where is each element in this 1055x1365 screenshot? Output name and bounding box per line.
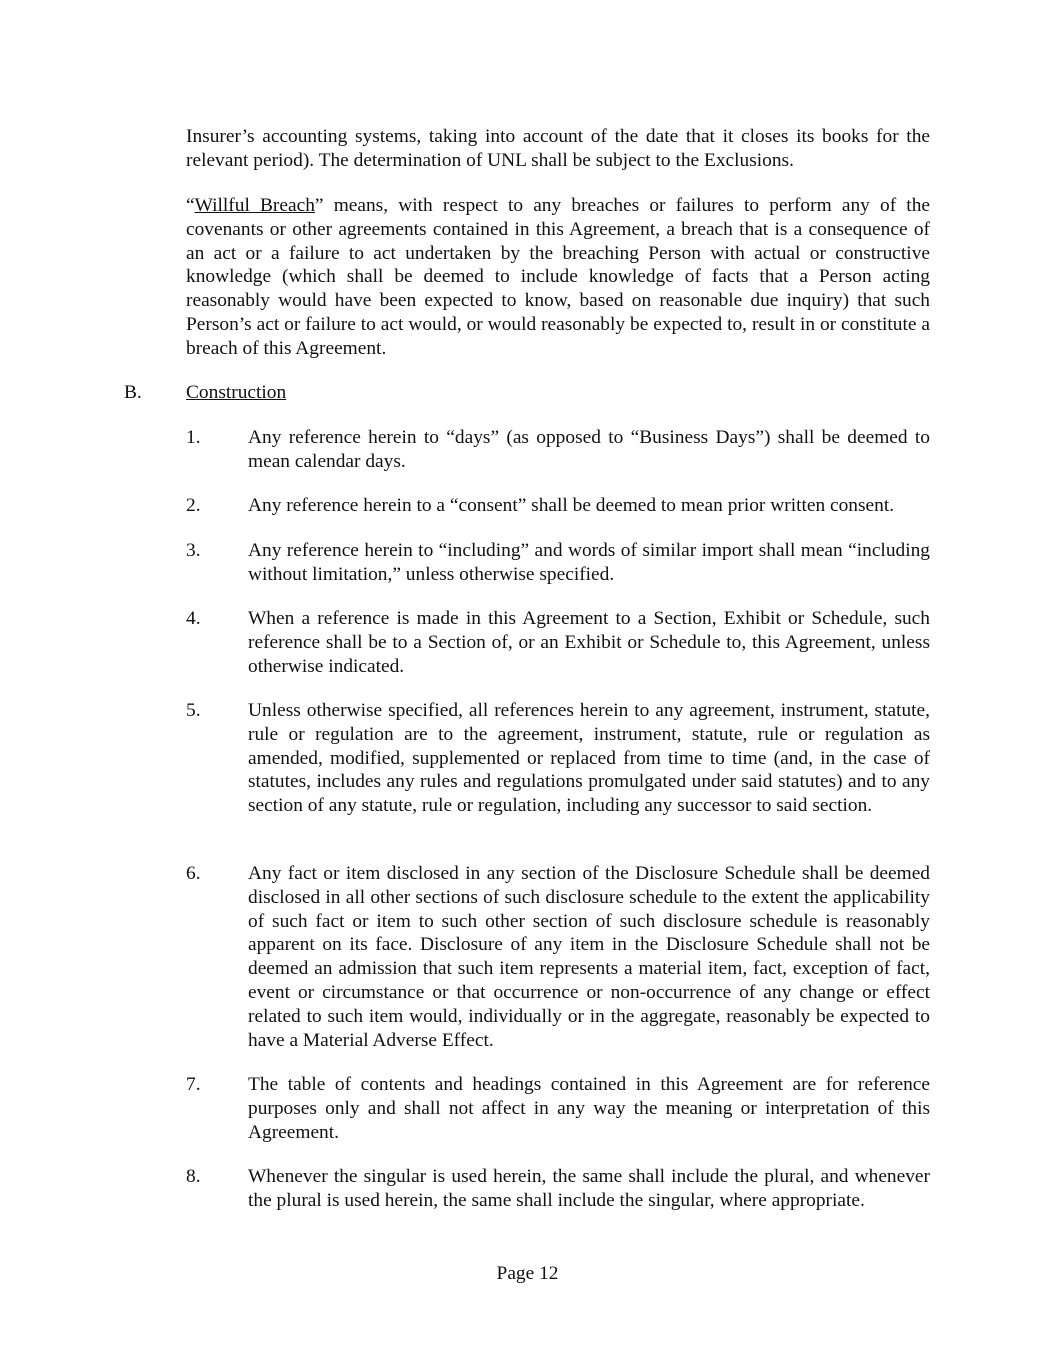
list-item-text: Any reference herein to “including” and words of similar import shall mean “including without limitation,” unless otherwise specified.	[248, 540, 930, 585]
list-item-text: Unless otherwise specified, all references herein to any agreement, instrument, statute, rule or regulation are to the agreement, instrument, statute, rule or regulation as amended, modified, supplemented or replaced from time to time (and, in the case of statutes, includes any rules and regulations promulgated under said statutes) and to any section of any statute, rule or regulation, including any successor to said section.	[248, 700, 930, 817]
list-item-text: Any reference herein to “days” (as opposed to “Business Days”) shall be deemed to mean calendar days.	[248, 427, 930, 472]
defined-term: Willful Breach	[194, 195, 315, 216]
list-item-text: Any reference herein to a “consent” shall be deemed to mean prior written consent.	[248, 495, 895, 516]
section-title: Construction	[186, 382, 287, 403]
intro-text: Insurer’s accounting systems, taking into account of the date that it closes its books for the relevant period). The determination of UNL shall be subject to the Exclusions.	[186, 126, 930, 171]
list-item-text: Whenever the singular is used herein, the same shall include the plural, and whenever the plural is used herein, the same shall include the singular, where appropriate.	[248, 1166, 930, 1211]
list-item-number: 8.	[186, 1166, 201, 1187]
definition-open-quote: “	[186, 195, 195, 216]
page-number: Page 12	[496, 1263, 559, 1284]
list-item-number: 5.	[186, 700, 201, 721]
list-item-text: Any fact or item disclosed in any section of the Disclosure Schedule shall be deemed disclosed in all other sections of such disclosure schedule to the extent the applicability of such fact or item to such other section of such disclosure schedule is reasonably apparent on its face. Disclosure of any item in the Disclosure Schedule shall not be deemed an admission that such item represents a material item, fact, exception of fact, event or circumstance or that occurrence or non-occurrence of any change or effect related to such item would, individually or in the aggregate, reasonably be expected to have a Material Adverse Effect.	[248, 863, 930, 1051]
list-item-number: 3.	[186, 540, 201, 561]
section-letter: B.	[124, 382, 142, 403]
list-item-text: The table of contents and headings contained in this Agreement are for reference purposes only and shall not affect in any way the meaning or interpretation of this Agreement.	[248, 1074, 930, 1143]
definition-paragraph	[186, 194, 930, 361]
list-item-number: 1.	[186, 427, 201, 448]
definition-text: ” means, with respect to any breaches or failures to perform any of the covenants or other agreements contained in this Agreement, a breach that is a consequence of an act or a failure to act undertaken by the breaching Person with actual or constructive knowledge (which shall be deemed to include knowledge of facts that a Person acting reasonably would have been expected to know, based on reasonable due inquiry) that such Person’s act or failure to act would, or would reasonably be expected to, result in or constitute a breach of this Agreement.	[186, 195, 931, 359]
intro-paragraph	[186, 125, 930, 173]
list-item-text: When a reference is made in this Agreement to a Section, Exhibit or Schedule, such reference shall be to a Section of, or an Exhibit or Schedule to, this Agreement, unless otherwise indicated.	[248, 608, 930, 677]
list-item-number: 2.	[186, 495, 201, 516]
list-item-number: 6.	[186, 863, 201, 884]
list-item-number: 4.	[186, 608, 201, 629]
list-item-number: 7.	[186, 1074, 201, 1095]
